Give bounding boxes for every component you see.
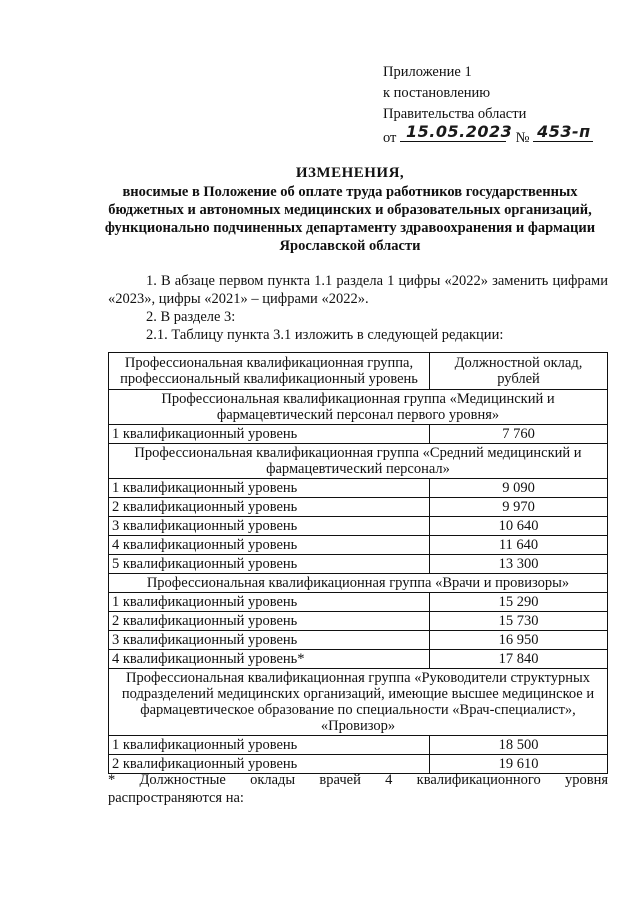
table-row — [109, 425, 608, 444]
header-col-salary: Должностной оклад, рублей — [430, 353, 608, 390]
group-title-row — [109, 669, 608, 736]
group-title: Профессиональная квалификационная группа «Средний медицинский и фармацевтический персонал» — [109, 444, 608, 479]
number-label: № — [515, 130, 530, 146]
salary-cell: 10 640 — [430, 517, 608, 536]
salary-cell: 16 950 — [430, 631, 608, 650]
title-subtitle: вносимые в Положение об оплате труда работников государственных бюджетных и автономных медицинских и образовательных организаций, функционально подчиненных департаменту здравоохранения и фармации Ярославской области — [104, 184, 596, 254]
salary-table — [108, 352, 608, 774]
level-cell: 5 квалификационный уровень — [109, 555, 430, 574]
level-cell: 1 квалификационный уровень — [109, 736, 430, 755]
document-title — [90, 164, 610, 255]
level-cell: 2 квалификационный уровень — [109, 612, 430, 631]
table-row — [109, 612, 608, 631]
level-cell: 1 квалификационный уровень — [109, 593, 430, 612]
paragraph-1: 1. В абзаце первом пункта 1.1 раздела 1 цифры «2022» заменить цифрами «2023», цифры «2021» – цифрами «2022». — [108, 273, 608, 307]
table-row — [109, 631, 608, 650]
level-cell: 2 квалификационный уровень — [109, 755, 430, 774]
table-row — [109, 736, 608, 755]
level-cell: 1 квалификационный уровень — [109, 425, 430, 444]
level-cell: 2 квалификационный уровень — [109, 498, 430, 517]
table-row — [109, 517, 608, 536]
group-title: Профессиональная квалификационная группа «Руководители структурных подразделений медицинских организаций, имеющие высшее медицинское и фармацевтическое образование по специальности «Врач-специалист», «Провизор» — [109, 669, 608, 736]
table-row — [109, 536, 608, 555]
footnote-line-1: * Должностные оклады врачей 4 квалификационного уровня — [108, 772, 608, 788]
approval-date-line — [383, 122, 623, 149]
from-label: от — [383, 130, 397, 146]
level-cell: 1 квалификационный уровень — [109, 479, 430, 498]
title-main: ИЗМЕНЕНИЯ, — [295, 165, 405, 181]
table-header-row — [109, 353, 608, 390]
paragraph-2: 2. В разделе 3: — [146, 309, 236, 325]
group-title: Профессиональная квалификационная группа «Медицинский и фармацевтический персонал первого уровня» — [109, 390, 608, 425]
level-cell: 4 квалификационный уровень* — [109, 650, 430, 669]
salary-cell: 9 090 — [430, 479, 608, 498]
group-title-row — [109, 444, 608, 479]
salary-cell: 19 610 — [430, 755, 608, 774]
footnote-line-2: распространяются на: — [108, 790, 244, 806]
salary-cell: 15 290 — [430, 593, 608, 612]
level-cell: 4 квалификационный уровень — [109, 536, 430, 555]
table-row — [109, 479, 608, 498]
number-underline — [533, 122, 593, 142]
group-title: Профессиональная квалификационная группа «Врачи и провизоры» — [109, 574, 608, 593]
salary-cell: 11 640 — [430, 536, 608, 555]
approval-line-1: Приложение 1 — [383, 64, 472, 80]
salary-cell: 9 970 — [430, 498, 608, 517]
salary-cell: 17 840 — [430, 650, 608, 669]
salary-cell: 13 300 — [430, 555, 608, 574]
level-cell: 3 квалификационный уровень — [109, 517, 430, 536]
level-cell: 3 квалификационный уровень — [109, 631, 430, 650]
table-row — [109, 498, 608, 517]
group-title-row — [109, 390, 608, 425]
header-col-group: Профессиональная квалификационная группа, профессиональный квалификационный уровень — [109, 353, 430, 390]
handwritten-number: 453-п — [537, 122, 591, 141]
table-row — [109, 593, 608, 612]
paragraph-3: 2.1. Таблицу пункта 3.1 изложить в следующей редакции: — [146, 327, 504, 343]
table-row — [109, 650, 608, 669]
handwritten-date: 15.05.2023 — [406, 122, 513, 141]
date-underline — [400, 122, 513, 142]
salary-cell: 18 500 — [430, 736, 608, 755]
table-row — [109, 555, 608, 574]
approval-line-3: Правительства области — [383, 106, 527, 122]
salary-cell: 7 760 — [430, 425, 608, 444]
approval-block — [383, 62, 623, 149]
salary-cell: 15 730 — [430, 612, 608, 631]
approval-line-2: к постановлению — [383, 85, 491, 101]
group-title-row — [109, 574, 608, 593]
